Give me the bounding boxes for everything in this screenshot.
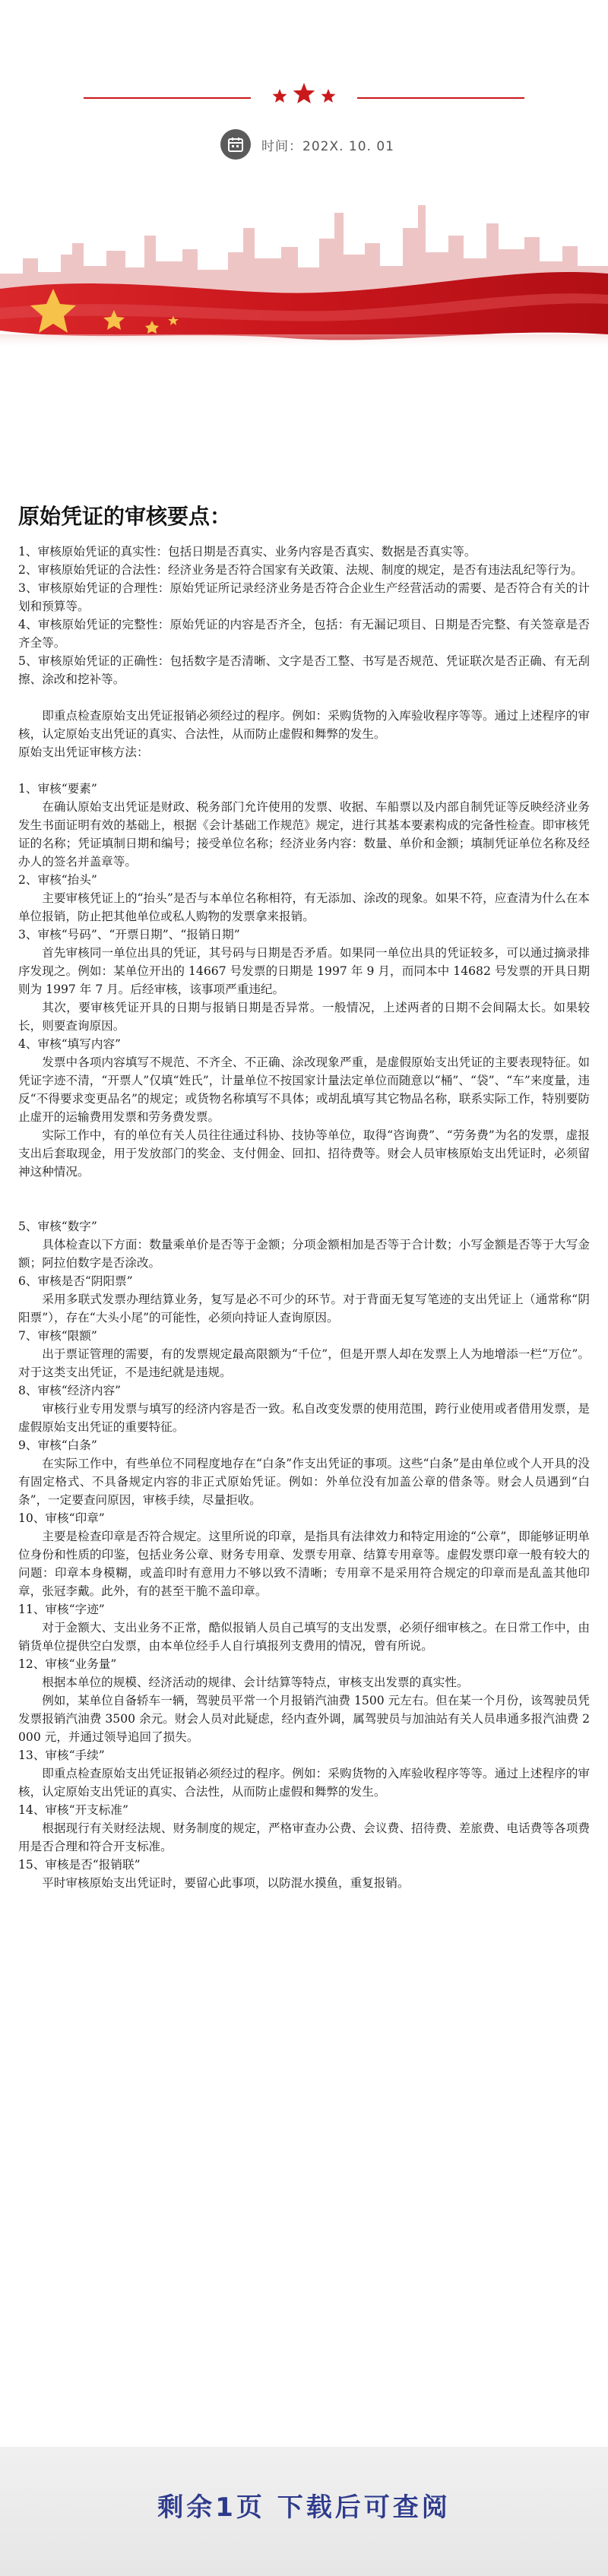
document-body xyxy=(18,502,590,1892)
method-heading: 原始支出凭证审核方法： xyxy=(18,745,149,759)
item-heading: 8、审核“经济内容” xyxy=(18,1384,122,1397)
item-heading: 3、审核“号码”、“开票日期”、“报销日期” xyxy=(18,928,240,941)
item-heading: 9、审核“白条” xyxy=(18,1438,97,1452)
item-paragraph: 主要是检查印章是否符合规定。这里所说的印章，是指具有法律效力和特定用途的“公章”，即能够证明单位身份和性质的印鉴，包括业务公章、财务专用章、发票专用章、结算专用章等。虚假发票印章一般有较大的问题：印章本身模糊，或盖印时有意用力不够以致不清晰；专用章不是采用符合规定的印章而是乱盖其他印章，张冠李戴。此外，有的甚至干脆不盖印章。 xyxy=(18,1530,590,1598)
publish-time: 时间：202X. 10. 01 xyxy=(261,138,394,154)
item-paragraph: 实际工作中，有的单位有关人员往往通过科协、技协等单位，取得“咨询费”、“劳务费”为名的发票，虚报支出后套取现金，用于发放部门的奖金、支付佣金、回扣、招待费等。财会人员审核原始支出凭证时，必须留神这种情况。 xyxy=(18,1128,590,1179)
item-paragraph: 在确认原始支出凭证是财政、税务部门允许使用的发票、收据、车船票以及内部自制凭证等反映经济业务发生书面证明有效的基础上，根据《会计基础工作规范》规定，进行其基本要素构成的完备性检查。即审核凭证的名称；凭证填制日期和编号；接受单位名称；经济业务内容：数量、单价和金额；填制凭证单位名称及经办人的签名并盖章等。 xyxy=(18,800,590,869)
calendar-icon xyxy=(220,129,251,160)
time-row xyxy=(220,129,394,160)
item-heading: 15、审核是否“报销联” xyxy=(18,1858,141,1872)
item-paragraph: 审核行业专用发票与填写的经济内容是否一致。私自改变发票的使用范围，跨行业使用或者借用发票，是虚假原始支出凭证的重要特征。 xyxy=(18,1402,590,1434)
summary-point: 3、审核原始凭证的合理性：原始凭证所记录经济业务是否符合企业生产经营活动的需要、是否符合有关的计划和预算等。 xyxy=(18,581,590,613)
item-paragraph: 对于金额大、支出业务不正常，酷似报销人员自己填写的支出发票，必须仔细审核之。在日常工作中，由销货单位提供空白发票，由本单位经手人自行填报列支费用的情况，曾有所说。 xyxy=(18,1621,590,1653)
header-rule-left xyxy=(84,97,251,99)
item-heading: 14、审核“开支标准” xyxy=(18,1803,128,1817)
item-paragraph: 例如，某单位自备轿车一辆，驾驶员平常一个月报销汽油费 1500 元左右。但在某一个月份，该驾驶员凭发票报销汽油费 3500 余元。财会人员对此疑虑，经内查外调，属驾驶员与加油站有关人员串通多报汽油费 2000 元，并通过领导追回了损失。 xyxy=(18,1694,590,1744)
document-title: 原始凭证的审核要点： xyxy=(18,504,232,529)
item-heading: 7、审核“限额” xyxy=(18,1329,97,1343)
stars-icon xyxy=(266,80,342,113)
item-heading: 10、审核“印章” xyxy=(18,1511,105,1525)
item-paragraph: 主要审核凭证上的“抬头”是否与本单位名称相符，有无添加、涂改的现象。如果不符，应查清为什么在本单位报销，防止把其他单位或私人购物的发票拿来报销。 xyxy=(18,891,590,923)
item-heading: 11、审核“字迹” xyxy=(18,1603,105,1616)
summary-point: 5、审核原始凭证的正确性：包括数字是否清晰、文字是否工整、书写是否规范、凭证联次是否正确、有无刮擦、涂改和挖补等。 xyxy=(18,654,590,686)
item-paragraph: 其次，要审核凭证开具的日期与报销日期是否异常。一般情况，上述两者的日期不会间隔太长。如果较长，则要查询原因。 xyxy=(18,1001,590,1033)
item-heading: 1、审核“要素” xyxy=(18,782,97,796)
item-paragraph: 在实际工作中，有些单位不同程度地存在“白条”作支出凭证的事项。这些“白条”是由单位或个人开具的没有固定格式、不具备规定内容的非正式原始凭证。例如：外单位没有加盖公章的借条等。财会人员遇到“白条”，一定要查问原因，审核手续，尽量拒收。 xyxy=(18,1457,590,1507)
item-heading: 5、审核“数字” xyxy=(18,1220,97,1233)
download-prompt[interactable]: 剩余1页 下载后可查阅 xyxy=(157,2492,451,2523)
item-heading: 13、审核“手续” xyxy=(18,1748,105,1762)
item-paragraph: 根据本单位的规模、经济活动的规律、会计结算等特点，审核支出发票的真实性。 xyxy=(42,1676,469,1689)
item-heading: 2、审核“抬头” xyxy=(18,873,97,887)
item-paragraph: 首先审核同一单位出具的凭证，其号码与日期是否矛盾。如果同一单位出具的凭证较多，可以通过摘录排序发现之。例如：某单位开出的 14667 号发票的日期是 1997 年 9 月，而同本中 14682 号发票的开具日期则为 1997 年 7 月。后经审核，该事项严重违纪。 xyxy=(18,946,590,996)
item-paragraph: 即重点检查原始支出凭证报销必须经过的程序。例如：采购货物的入库验收程序等等。通过上述程序的审核，认定原始支出凭证的真实、合法性，从而防止虚假和舞弊的发生。 xyxy=(18,1767,590,1799)
item-paragraph: 发票中各项内容填写不规范、不齐全、不正确、涂改现象严重，是虚假原始支出凭证的主要表现特征。如凭证字迹不清，“开票人”仅填“姓氏”，计量单位不按国家计量法定单位而随意以“桶”、“袋”、“车”来度量，违反“不得要求变更品名”的规定；或货物名称填写不具体；或胡乱填写其它物品名称，联系实际工作，特别要防止虚开的运输费用发票和劳务费发票。 xyxy=(18,1055,590,1124)
item-paragraph: 具体检查以下方面：数量乘单价是否等于金额；分项金额相加是否等于合计数；小写金额是否等于大写金额；阿拉伯数字是否涂改。 xyxy=(18,1238,590,1270)
intro-paragraph: 即重点检查原始支出凭证报销必须经过的程序。例如：采购货物的入库验收程序等等。通过上述程序的审核，认定原始支出凭证的真实、合法性，从而防止虚假和舞弊的发生。 xyxy=(18,709,590,741)
download-banner[interactable] xyxy=(0,2447,608,2576)
summary-point: 4、审核原始凭证的完整性：原始凭证的内容是否齐全，包括：有无漏记项目、日期是否完整、有关签章是否齐全等。 xyxy=(18,618,590,650)
banner-image xyxy=(0,182,608,350)
item-paragraph: 出于票证管理的需要，有的发票规定最高限额为“千位”，但是开票人却在发票上人为地增添一栏“万位”。对于这类支出凭证，不是违纪就是违规。 xyxy=(18,1347,590,1379)
item-paragraph: 采用多联式发票办理结算业务，复写是必不可少的环节。对于背面无复写笔迹的支出凭证上（通常称“阴阳票”），存在“大头小尾”的可能性，必须向持证人查询原因。 xyxy=(18,1293,590,1324)
item-paragraph: 平时审核原始支出凭证时，要留心此事项，以防混水摸鱼，重复报销。 xyxy=(42,1876,410,1890)
summary-point: 2、审核原始凭证的合法性：经济业务是否符合国家有关政策、法规、制度的规定，是否有违法乱纪等行为。 xyxy=(18,563,583,577)
item-heading: 12、审核“业务量” xyxy=(18,1657,117,1671)
item-heading: 6、审核是否“阴阳票” xyxy=(18,1274,133,1288)
header-rule-right xyxy=(357,97,524,99)
summary-point: 1、审核原始凭证的真实性：包括日期是否真实、业务内容是否真实、数据是否真实等。 xyxy=(18,545,477,559)
item-heading: 4、审核“填写内容” xyxy=(18,1037,122,1051)
item-paragraph: 根据现行有关财经法规、财务制度的规定，严格审查办公费、会议费、招待费、差旅费、电话费等各项费用是否合理和符合开支标准。 xyxy=(18,1821,590,1853)
header xyxy=(0,0,608,350)
